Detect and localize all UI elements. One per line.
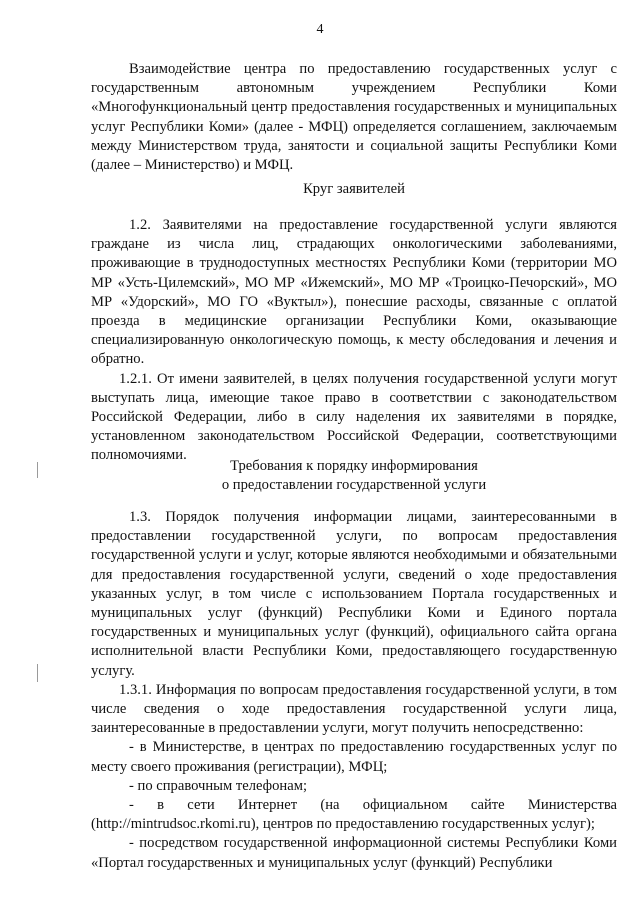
list-item-portal: - посредством государственной информационной системы Республики Коми «Портал государственных и муниципальных услуг (функций) Республики	[91, 835, 617, 871]
scan-margin-mark-upper	[37, 462, 38, 478]
heading-applicants: Круг заявителей	[303, 181, 405, 197]
intro-paragraph: Взаимодействие центра по предоставлению государственных услуг с государственным автономным учреждением Республики Коми «Многофункциональный центр предоставления государственных и муниципальных услуг Республики Коми» (далее - МФЦ) определяется соглашением, заключаемым между Министерством труда, занятости и социальной защиты Республики Коми (далее – Министерство) и МФЦ.	[91, 61, 617, 174]
paragraph-1-2-1: 1.2.1. От имени заявителей, в целях получения государственной услуги могут выступать лица, имеющие такое право в соответствии с законодательством Российской Федерации, либо в силу наделения их заявителями в порядке, установленном законодательством Российской Федерации, соответствующими полномочиями.	[91, 370, 617, 464]
section-1-2	[91, 216, 617, 466]
heading-informing-line2: о предоставлении государственной услуги	[221, 477, 487, 494]
heading-informing-line1: Требования к порядку информирования	[230, 458, 478, 474]
paragraph-1-3-1: 1.3.1. Информация по вопросам предоставления государственной услуги, в том числе сведения о ходе предоставления государственной услуги лица, заинтересованные в предоставлении услуги, могут получить непосредственно:	[91, 681, 617, 737]
list-item-ministry: - в Министерстве, в центрах по предоставлению государственных услуг по месту своего проживания (регистрации), МФЦ;	[91, 739, 617, 775]
scan-margin-mark-lower	[37, 664, 38, 682]
paragraph-1-3: 1.3. Порядок получения информации лицами, заинтересованными в предоставлении государственной услуги, по вопросам предоставления государственной услуги и услуг, которые являются необходимыми и обязательными для предоставления государственной услуги, сведений о ходе предоставления указанных услуг, в том числе с использованием Портала государственных и муниципальных услуг (функций) Республики Коми и Единого портала государственных и муниципальных услуг (функций), официального сайта органа исполнительной власти Республики Коми, предоставляющего государственную услугу.	[91, 509, 617, 679]
paragraph-1-2: 1.2. Заявителями на предоставление государственной услуги являются граждане из числа лиц, страдающих онкологическими заболеваниями, проживающие в труднодоступных местностях Республики Коми (территории МО МР «Усть-Цилемский», МО МР «Ижемский», МО МР «Троицко-Печорский», МО МР «Удорский», МО ГО «Вуктыл»), понесшие расходы, связанные с оплатой проезда в медицинские организации Республики Коми, оказывающие специализированную онкологическую помощь, к месту обследования и лечения и обратно.	[91, 217, 617, 368]
list-item-internet: - в сети Интернет (на официальном сайте Министерства (http://mintrudsoc.rkomi.ru), центров по предоставлению государственных услуг);	[91, 797, 617, 833]
intro-section	[91, 60, 617, 175]
heading-informing	[91, 457, 617, 495]
page-number: 4	[316, 22, 324, 37]
section-1-3	[91, 508, 617, 873]
list-item-phones: - по справочным телефонам;	[129, 777, 307, 794]
